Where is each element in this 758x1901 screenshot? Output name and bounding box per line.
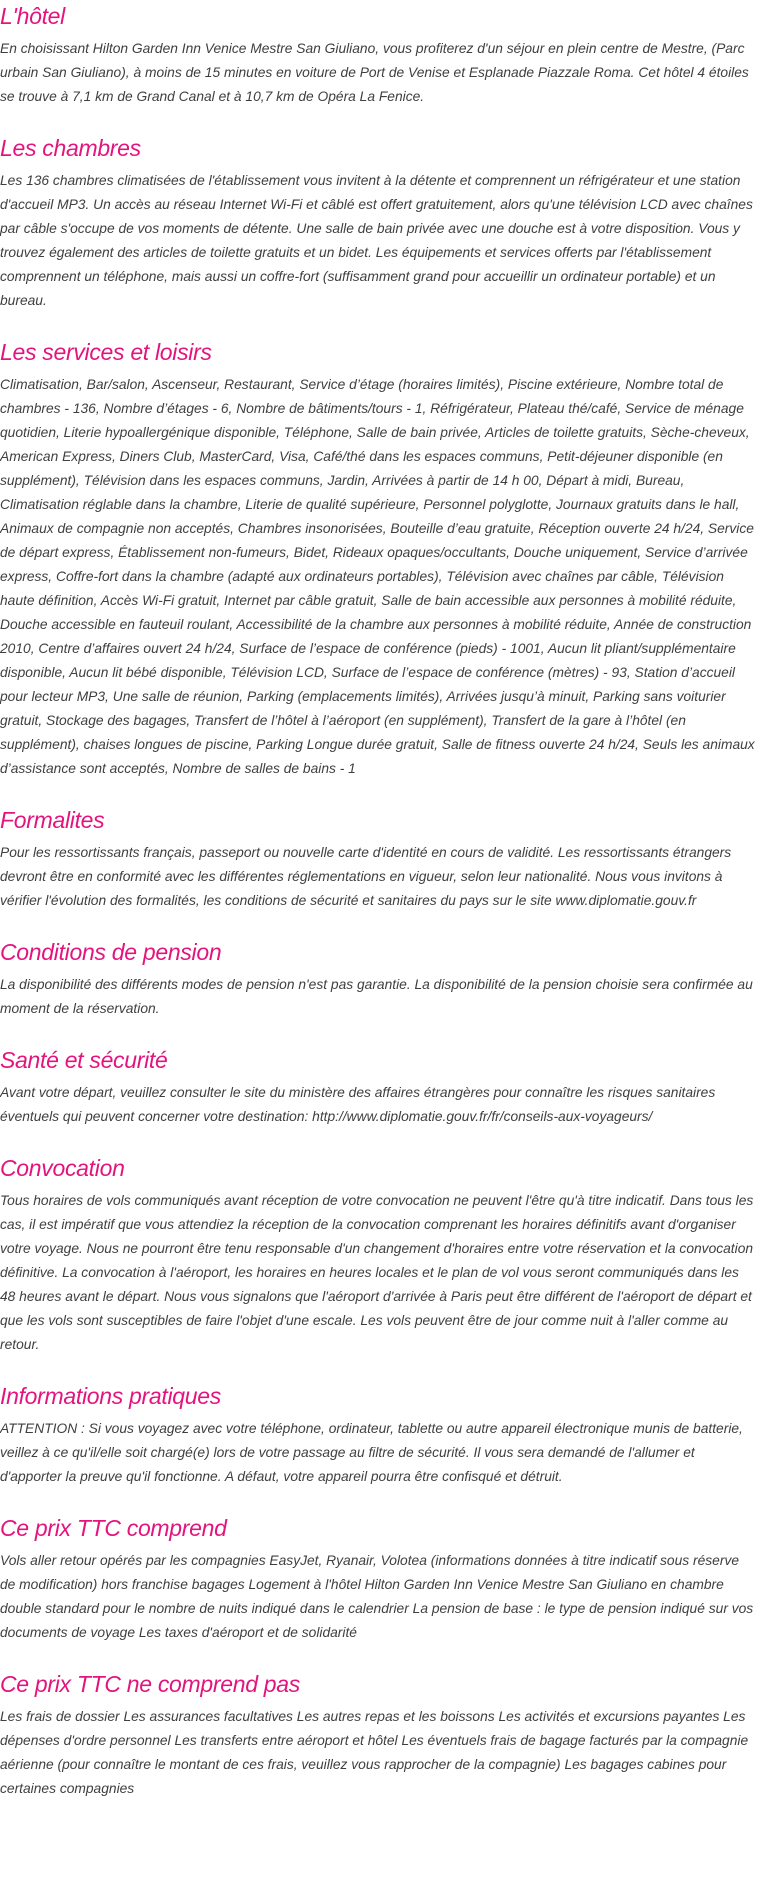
section-price-includes	[0, 1513, 758, 1645]
section-body: Tous horaires de vols communiqués avant réception de votre convocation ne peuvent l'être qu'à titre indicatif. Dans tous les cas, il est impératif que vous attendiez la réception de la convocation comprenant les horaires définitifs avant d'organiser votre voyage. Nous ne pourront être tenu responsable d'un changement d'horaires entre votre réservation et la convocation définitive. La convocation à l'aéroport, les horaires en heures locales et le plan de vol vous seront communiqués dans les 48 heures avant le départ. Nous vous signalons que l'aéroport d'arrivée à Paris peut être différent de l'aéroport de départ et que les vols sont susceptibles de faire l'objet d'une escale. Les vols peuvent être de jour comme nuit à l'aller comme au retour.	[0, 1193, 754, 1352]
section-title: Convocation	[0, 1155, 125, 1181]
section-title: Ce prix TTC ne comprend pas	[0, 1671, 300, 1697]
section-title: Informations pratiques	[0, 1383, 221, 1409]
section-board-conditions	[0, 937, 758, 1021]
section-title: Santé et sécurité	[0, 1047, 168, 1073]
section-convocation	[0, 1153, 758, 1357]
section-rooms	[0, 133, 758, 313]
section-services	[0, 337, 758, 781]
section-formalities	[0, 805, 758, 913]
section-body: Vols aller retour opérés par les compagnies EasyJet, Ryanair, Volotea (informations données à titre indicatif sous réserve de modification) hors franchise bagages Logement à l'hôtel Hilton Garden Inn Venice Mestre San Giuliano en chambre double standard pour le nombre de nuits indiqué dans le calendrier La pension de base : le type de pension indiqué sur vos documents de voyage Les taxes d'aéroport et de solidarité	[0, 1553, 754, 1640]
section-body: Climatisation, Bar/salon, Ascenseur, Restaurant, Service d’étage (horaires limités), Piscine extérieure, Nombre total de chambres - 136, Nombre d’étages - 6, Nombre de bâtiments/tours - 1, Réfrigérateur, Plateau thé/café, Service de ménage quotidien, Literie hypoallergénique disponible, Téléphone, Salle de bain privée, Articles de toilette gratuits, Sèche-cheveux, American Express, Diners Club, MasterCard, Visa, Café/thé dans les espaces communs, Petit-déjeuner disponible (en supplément), Télévision dans les espaces communs, Jardin, Arrivées à partir de 14 h 00, Départ à midi, Bureau, Climatisation réglable dans la chambre, Literie de qualité supérieure, Personnel polyglotte, Journaux gratuits dans le hall, Animaux de compagnie non acceptés, Chambres insonorisées, Bouteille d’eau gratuite, Réception ouverte 24 h/24, Service de départ express, Établissement non-fumeurs, Bidet, Rideaux opaques/occultants, Douche uniquement, Service d’arrivée express, Coffre-fort dans la chambre (adapté aux ordinateurs portables), Télévision avec chaînes par câble, Télévision haute définition, Accès Wi-Fi gratuit, Internet par câble gratuit, Salle de bain accessible aux personnes à mobilité réduite, Douche accessible en fauteuil roulant, Accessibilité de la chambre aux personnes à mobilité réduite, Année de construction 2010, Centre d’affaires ouvert 24 h/24, Surface de l’espace de conférence (pieds) - 1001, Aucun lit pliant/supplémentaire disponible, Aucun lit bébé disponible, Télévision LCD, Surface de l’espace de conférence (mètres) - 93, Station d’accueil pour lecteur MP3, Une salle de réunion, Parking (emplacements limités), Arrivées jusqu’à minuit, Parking sans voiturier gratuit, Stockage des bagages, Transfert de l’hôtel à l’aéroport (en supplément), Transfert de la gare à l’hôtel (en supplément), chaises longues de piscine, Parking Longue durée gratuit, Salle de fitness ouverte 24 h/24, Seuls les animaux d’assistance sont acceptés, Nombre de salles de bains - 1	[0, 377, 755, 776]
section-title: Les services et loisirs	[0, 339, 212, 365]
section-body: ATTENTION : Si vous voyagez avec votre téléphone, ordinateur, tablette ou autre appareil électronique munis de batterie, veillez à ce qu'il/elle soit chargé(e) lors de votre passage au filtre de sécurité. Il vous sera demandé de l'allumer et d'apporter la preuve qu'il fonctionne. A défaut, votre appareil pourra être confisqué et détruit.	[0, 1421, 743, 1484]
section-price-excludes	[0, 1669, 758, 1801]
section-title: Formalites	[0, 807, 105, 833]
section-hotel	[0, 0, 758, 109]
section-title: Les chambres	[0, 135, 141, 161]
section-body: La disponibilité des différents modes de pension n'est pas garantie. La disponibilité de la pension choisie sera confirmée au moment de la réservation.	[0, 977, 753, 1016]
section-title: Ce prix TTC comprend	[0, 1515, 227, 1541]
section-title: L'hôtel	[0, 3, 65, 29]
section-title: Conditions de pension	[0, 939, 222, 965]
section-body: Avant votre départ, veuillez consulter le site du ministère des affaires étrangères pour connaître les risques sanitaires éventuels qui peuvent concerner votre destination: http://www.diplomatie.gouv.fr/fr/conseils-aux-voyageurs/	[0, 1085, 716, 1124]
section-practical-info	[0, 1381, 758, 1489]
section-body: Les 136 chambres climatisées de l'établissement vous invitent à la détente et comprennent un réfrigérateur et une station d'accueil MP3. Un accès au réseau Internet Wi-Fi et câblé est offert gratuitement, alors qu'une télévision LCD avec chaînes par câble s'occupe de vos moments de détente. Une salle de bain privée avec une douche est à votre disposition. Vous y trouvez également des articles de toilette gratuits et un bidet. Les équipements et services offerts par l'établissement comprennent un téléphone, mais aussi un coffre-fort (suffisamment grand pour accueillir un ordinateur portable) et un bureau.	[0, 173, 753, 308]
section-body: Pour les ressortissants français, passeport ou nouvelle carte d'identité en cours de validité. Les ressortissants étrangers devront être en conformité avec les différentes réglementations en vigueur, selon leur nationalité. Nous vous invitons à vérifier l'évolution des formalités, les conditions de sécurité et sanitaires du pays sur le site www.diplomatie.gouv.fr	[0, 845, 732, 908]
section-health-safety	[0, 1045, 758, 1129]
section-body: En choisissant Hilton Garden Inn Venice Mestre San Giuliano, vous profiterez d'un séjour en plein centre de Mestre, (Parc urbain San Giuliano), à moins de 15 minutes en voiture de Port de Venise et Esplanade Piazzale Roma. Cet hôtel 4 étoiles se trouve à 7,1 km de Grand Canal et à 10,7 km de Opéra La Fenice.	[0, 41, 749, 104]
section-body: Les frais de dossier Les assurances facultatives Les autres repas et les boissons Les activités et excursions payantes Les dépenses d'ordre personnel Les transferts entre aéroport et hôtel Les éventuels frais de bagage facturés par la compagnie aérienne (pour connaître le montant de ces frais, veuillez vous rapprocher de la compagnie) Les bagages cabines pour certaines compagnies	[0, 1709, 749, 1796]
